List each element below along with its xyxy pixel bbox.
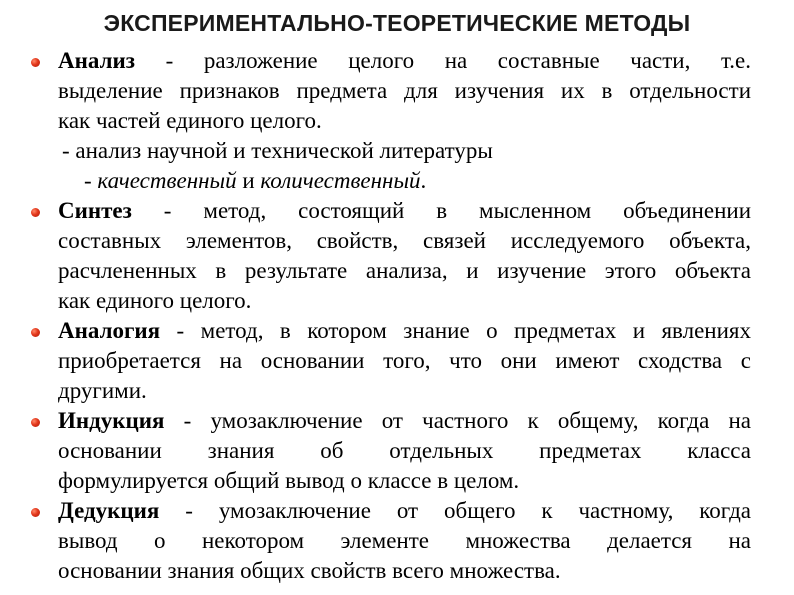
induction-text-1: - умозаключение от частного к общему, когда на (164, 408, 751, 433)
list-item-analysis (58, 46, 751, 196)
analogy-text-1: - метод, в котором знание о предметах и явлениях (160, 318, 751, 343)
list-item-synthesis (58, 196, 751, 316)
analogy-line-3: другими. (58, 378, 147, 403)
analysis-text-1: - разложение целого на составные части, т.е. (134, 48, 751, 73)
bullet-icon (31, 58, 40, 67)
deduction-line-1 (58, 496, 751, 526)
bullet-icon (31, 508, 40, 517)
term-analysis: Анализ (58, 48, 135, 73)
term-induction: Индукция (58, 408, 165, 433)
analysis-line-2: выделение признаков предмета для изучения их в отдельности (58, 78, 751, 103)
synthesis-text-1: - метод, состоящий в мысленном объединении (131, 198, 751, 223)
synthesis-line-1 (58, 196, 751, 226)
analogy-line-1 (58, 316, 751, 346)
list-item-induction (58, 406, 751, 496)
sub2-qualitative: качественный (97, 168, 237, 193)
methods-list (0, 46, 794, 586)
page-title: ЭКСПЕРИМЕНТАЛЬНО-ТЕОРЕТИЧЕСКИЕ МЕТОДЫ (103, 10, 691, 36)
analysis-line-1 (58, 46, 751, 76)
list-item-analogy (58, 316, 751, 406)
synthesis-line-2: составных элементов, свойств, связей исследуемого объекта, (58, 228, 751, 253)
term-analogy: Аналогия (58, 318, 161, 343)
sub2-and: и (236, 168, 261, 193)
analogy-line-2: приобретается на основании того, что они имеют сходства с (58, 348, 751, 373)
induction-line-3: формулируется общий вывод о классе в целом. (58, 468, 520, 493)
analysis-sub-2 (84, 166, 751, 196)
induction-line-2: основании знания об отдельных предметах класса (58, 438, 751, 463)
bullet-icon (31, 208, 40, 217)
analysis-line-3: как частей единого целого. (58, 108, 322, 133)
synthesis-line-4: как единого целого. (58, 288, 252, 313)
synthesis-line-3: расчлененных в результате анализа, и изучение этого объекта (58, 258, 751, 283)
analysis-sub-1: - анализ научной и технической литературы (62, 138, 493, 163)
list-item-deduction (58, 496, 751, 586)
sub2-prefix: - (84, 168, 98, 193)
sub2-end: . (420, 168, 427, 193)
deduction-line-2: вывод о некотором элементе множества делается на (58, 528, 751, 553)
deduction-text-1: - умозаключение от общего к частному, когда (159, 498, 751, 523)
bullet-icon (31, 328, 40, 337)
sub2-quantitative: количественный (260, 168, 421, 193)
deduction-line-3: основании знания общих свойств всего множества. (58, 558, 561, 583)
term-deduction: Дедукция (58, 498, 160, 523)
induction-line-1 (58, 406, 751, 436)
bullet-icon (31, 418, 40, 427)
term-synthesis: Синтез (58, 198, 132, 223)
